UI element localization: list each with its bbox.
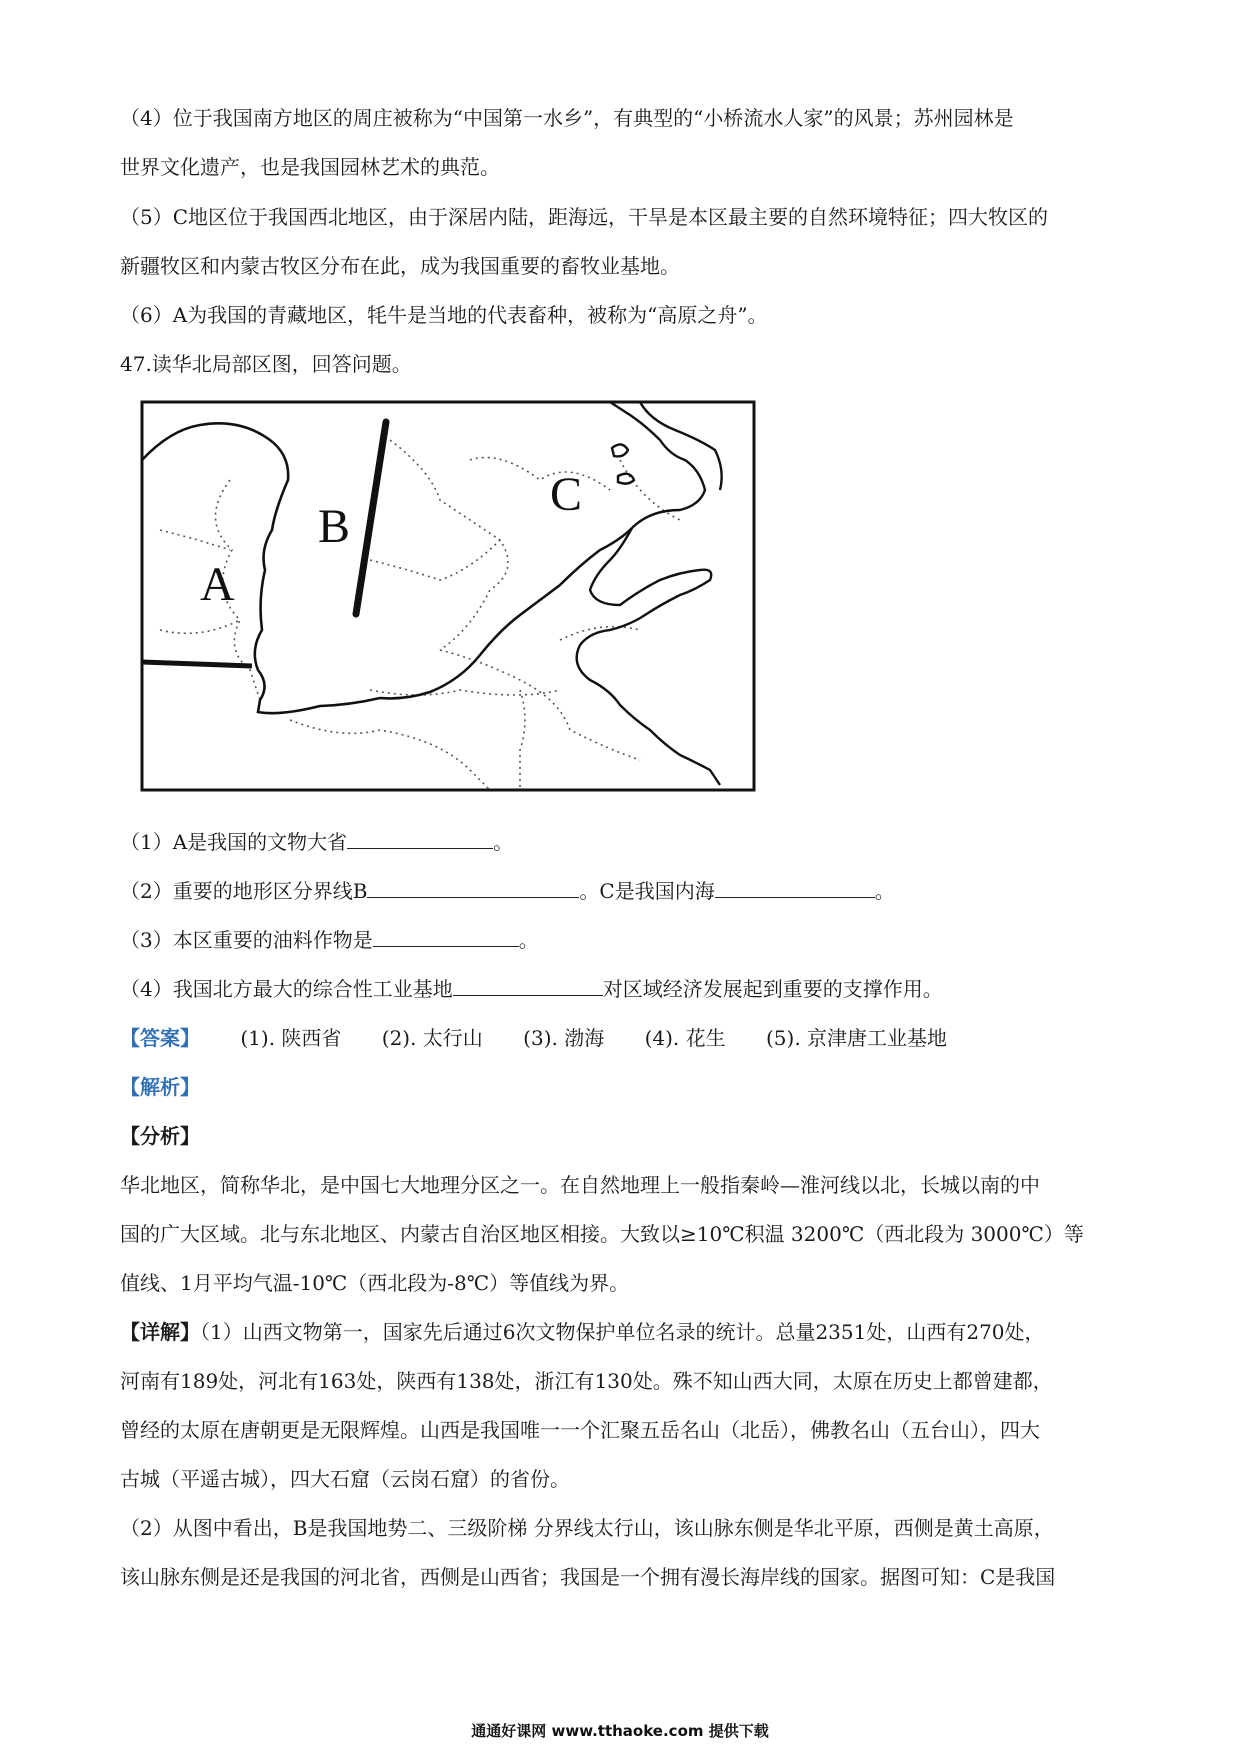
answer-blank[interactable] [367,877,579,898]
question-text: 。 [874,879,895,903]
question-text: 。 [518,928,539,952]
question-text: 。C是我国内海 [579,879,715,903]
paragraph-line: 新疆牧区和内蒙古牧区分布在此，成为我国重要的畜牧业基地。 [120,254,680,278]
question-text: 对区域经济发展起到重要的支撑作用。 [602,977,943,1001]
answer-blank[interactable] [453,975,603,996]
question-text: （1）A是我国的文物大省 [120,830,348,854]
north-china-map [140,400,756,792]
analysis-tag: 【解析】 [120,1075,200,1099]
answer-row [120,1024,1130,1052]
detail-tag: 【详解】 [120,1320,200,1344]
detail-line: （2）从图中看出，B是我国地势二、三级阶梯 分界线太行山，该山脉东侧是华北平原，西侧是黄土高原， [120,1516,1054,1540]
answer-tag: 【答案】 [120,1026,200,1050]
answer-blank[interactable] [715,877,875,898]
paragraph-line: 世界文化遗产，也是我国园林艺术的典范。 [120,155,500,179]
page-footer: 通通好课网 www.tthaoke.com 提供下载 [471,1722,769,1740]
map-label-c: C [550,468,583,521]
fenxi-tag: 【分析】 [120,1124,200,1148]
detail-line: 古城（平遥古城），四大石窟（云岗石窟）的省份。 [120,1467,570,1491]
question-text: （3）本区重要的油料作物是 [120,928,373,952]
detail-line: 曾经的太原在唐朝更是无限辉煌。山西是我国唯一一个汇聚五岳名山（北岳），佛教名山（五台山），四大 [120,1418,1040,1442]
question-text: （2）重要的地形区分界线B [120,879,368,903]
map-label-b: B [318,500,351,553]
answer-blank[interactable] [373,926,519,947]
answer-item: (4). 花生 [644,1026,726,1050]
answer-item: (2). 太行山 [381,1026,483,1050]
question-text: 。 [493,830,514,854]
question-text: （4）我国北方最大的综合性工业基地 [120,977,453,1001]
question-1 [120,828,1130,856]
fenxi-line: 华北地区，简称华北，是中国七大地理分区之一。在自然地理上一般指秦岭—淮河线以北，长城以南的中 [120,1173,1040,1197]
fenxi-line: 国的广大区域。北与东北地区、内蒙古自治区地区相接。大致以≥10℃积温 3200℃（西北段为 3000℃）等 [120,1222,1084,1246]
question-3 [120,926,1130,954]
map-label-a: A [200,558,235,611]
detail-line: 该山脉东侧是还是我国的河北省，西侧是山西省；我国是一个拥有漫长海岸线的国家。据图可知：C是我国 [120,1565,1056,1589]
detail-text: （1）山西文物第一，国家先后通过6次文物保护单位名录的统计。总量2351处，山西有270处， [200,1320,1045,1344]
answer-blank[interactable] [347,828,493,849]
question-title: 47.读华北局部区图，回答问题。 [120,352,412,376]
paragraph-line: （6）A为我国的青藏地区，牦牛是当地的代表畜种，被称为“高原之舟”。 [120,303,768,327]
answer-item: (5). 京津唐工业基地 [765,1026,948,1050]
detail-line [120,1318,1130,1346]
answer-item: (3). 渤海 [523,1026,605,1050]
fenxi-line: 值线、1月平均气温-10℃（西北段为-8℃）等值线为界。 [120,1271,630,1295]
question-4 [120,975,1130,1003]
detail-line: 河南有189处，河北有163处，陕西有138处，浙江有130处。殊不知山西大同，太原在历史上都曾建都， [120,1369,1053,1393]
answer-item: (1). 陕西省 [240,1026,342,1050]
paragraph-line: （4）位于我国南方地区的周庄被称为“中国第一水乡”，有典型的“小桥流水人家”的风景；苏州园林是 [120,106,1014,130]
question-2 [120,877,1130,905]
paragraph-line: （5）C地区位于我国西北地区，由于深居内陆，距海远，干旱是本区最主要的自然环境特征；四大牧区的 [120,205,1049,229]
